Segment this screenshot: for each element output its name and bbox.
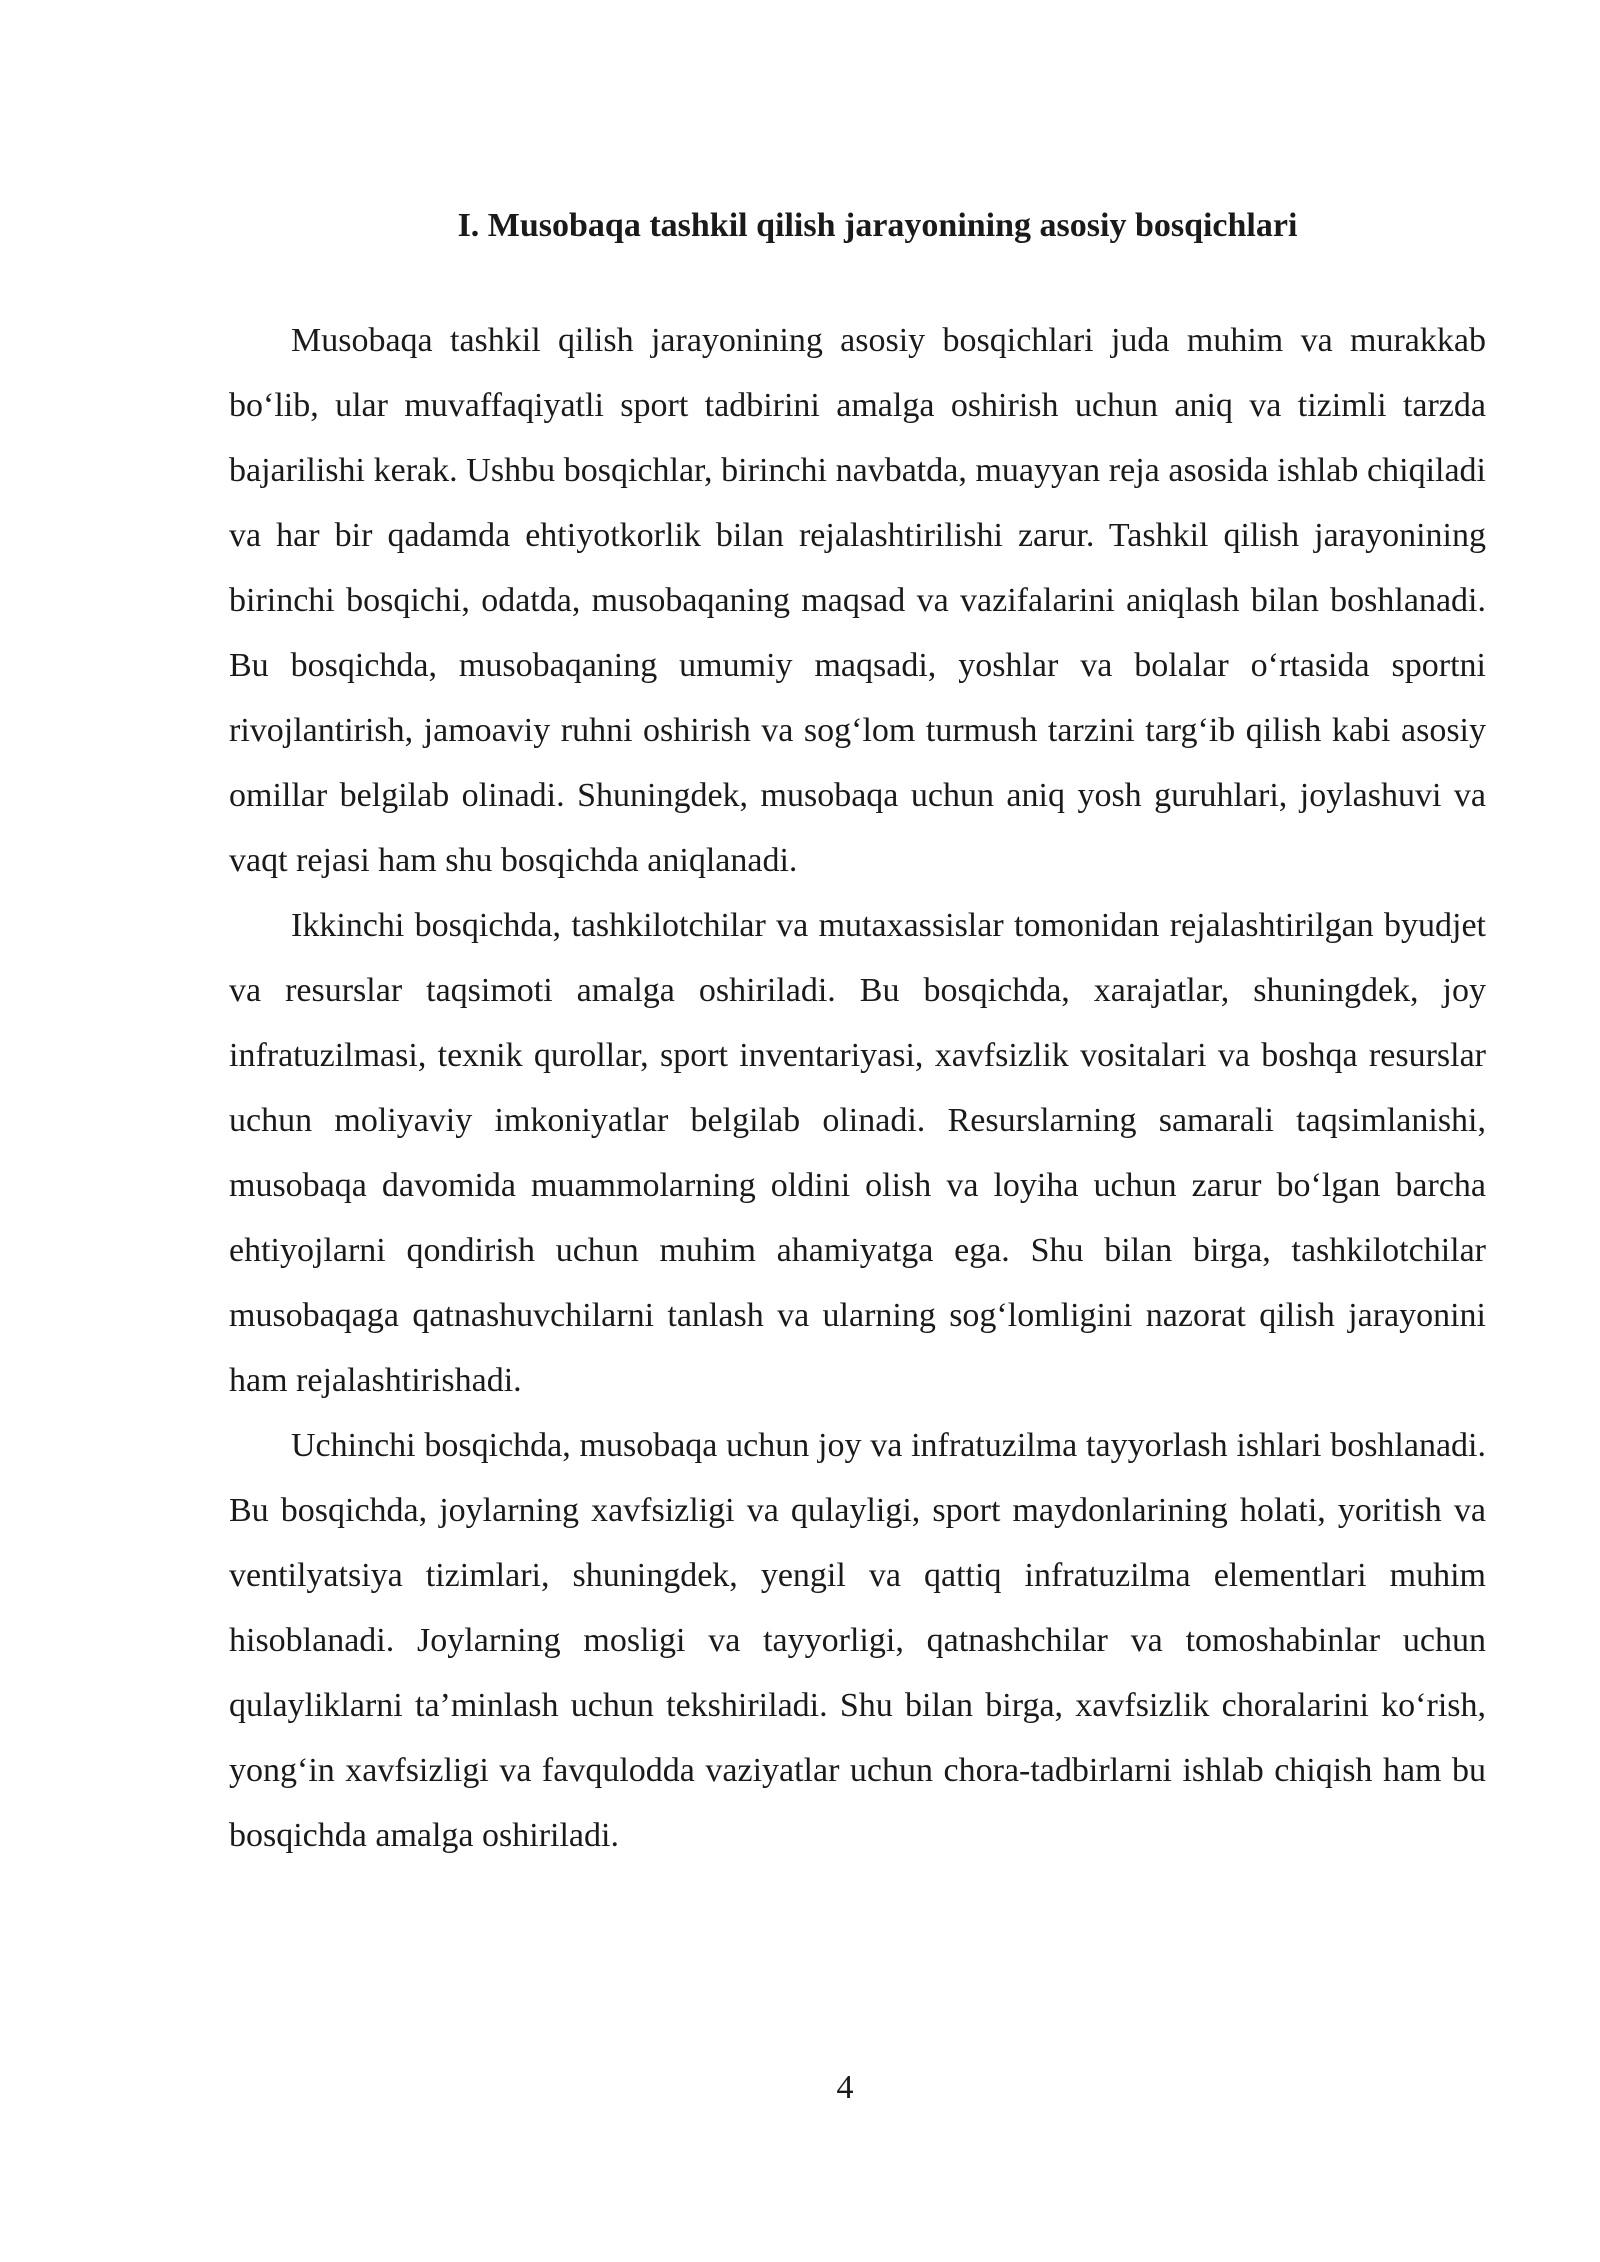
paragraph-3: Uchinchi bosqichda, musobaqa uchun joy va infratuzilma tayyorlash ishlari boshlanadi. Bu bosqichda, joylarning xavfsizligi va qulayligi, sport maydonlarining holati, yoritish va ventilyatsiya tizimlari, shuningdek, yengil va qattiq infratuzilma elementlari muhim hisoblanadi. Joylarning mosligi va tayyorligi, qatnashchilar va tomoshabinlar uchun qulayliklarni ta’minlash uchun tekshiriladi. Shu bilan birga, xavfsizlik choralarini ko‘rish, yong‘in xavfsizligi va favqulodda vaziyatlar uchun chora-tadbirlarni ishlab chiqish ham bu bosqichda amalga oshiriladi. — [229, 1427, 1486, 1854]
section-heading: I. Musobaqa tashkil qilish jarayonining asosiy bosqichlari — [457, 207, 1298, 244]
page-number: 4 — [836, 2069, 854, 2106]
page-content — [229, 196, 1486, 1868]
paragraph-1: Musobaqa tashkil qilish jarayonining asosiy bosqichlari juda muhim va murakkab bo‘lib, ular muvaffaqiyatli sport tadbirini amalga oshirish uchun aniq va tizimli tarzda bajarilishi kerak. Ushbu bosqichlar, birinchi navbatda, muayyan reja asosida ishlab chiqiladi va har bir qadamda ehtiyotkorlik bilan rejalashtirilishi zarur. Tashkil qilish jarayonining birinchi bosqichi, odatda, musobaqaning maqsad va vazifalarini aniqlash bilan boshlanadi. Bu bosqichda, musobaqaning umumiy maqsadi, yoshlar va bolalar o‘rtasida sportni rivojlantirish, jamoaviy ruhni oshirish va sog‘lom turmush tarzini targ‘ib qilish kabi asosiy omillar belgilab olinadi. Shuningdek, musobaqa uchun aniq yosh guruhlari, joylashuvi va vaqt rejasi ham shu bosqichda aniqlanadi. — [229, 322, 1486, 879]
paragraph-2: Ikkinchi bosqichda, tashkilotchilar va mutaxassislar tomonidan rejalashtirilgan byudjet va resurslar taqsimoti amalga oshiriladi. Bu bosqichda, xarajatlar, shuningdek, joy infratuzilmasi, texnik qurollar, sport inventariyasi, xavfsizlik vositalari va boshqa resurslar uchun moliyaviy imkoniyatlar belgilab olinadi. Resurslarning samarali taqsimlanishi, musobaqa davomida muammolarning oldini olish va loyiha uchun zarur bo‘lgan barcha ehtiyojlarni qondirish uchun muhim ahamiyatga ega. Shu bilan birga, tashkilotchilar musobaqaga qatnashuvchilarni tanlash va ularning sog‘lomligini nazorat qilish jarayonini ham rejalashtirishadi. — [229, 907, 1486, 1399]
